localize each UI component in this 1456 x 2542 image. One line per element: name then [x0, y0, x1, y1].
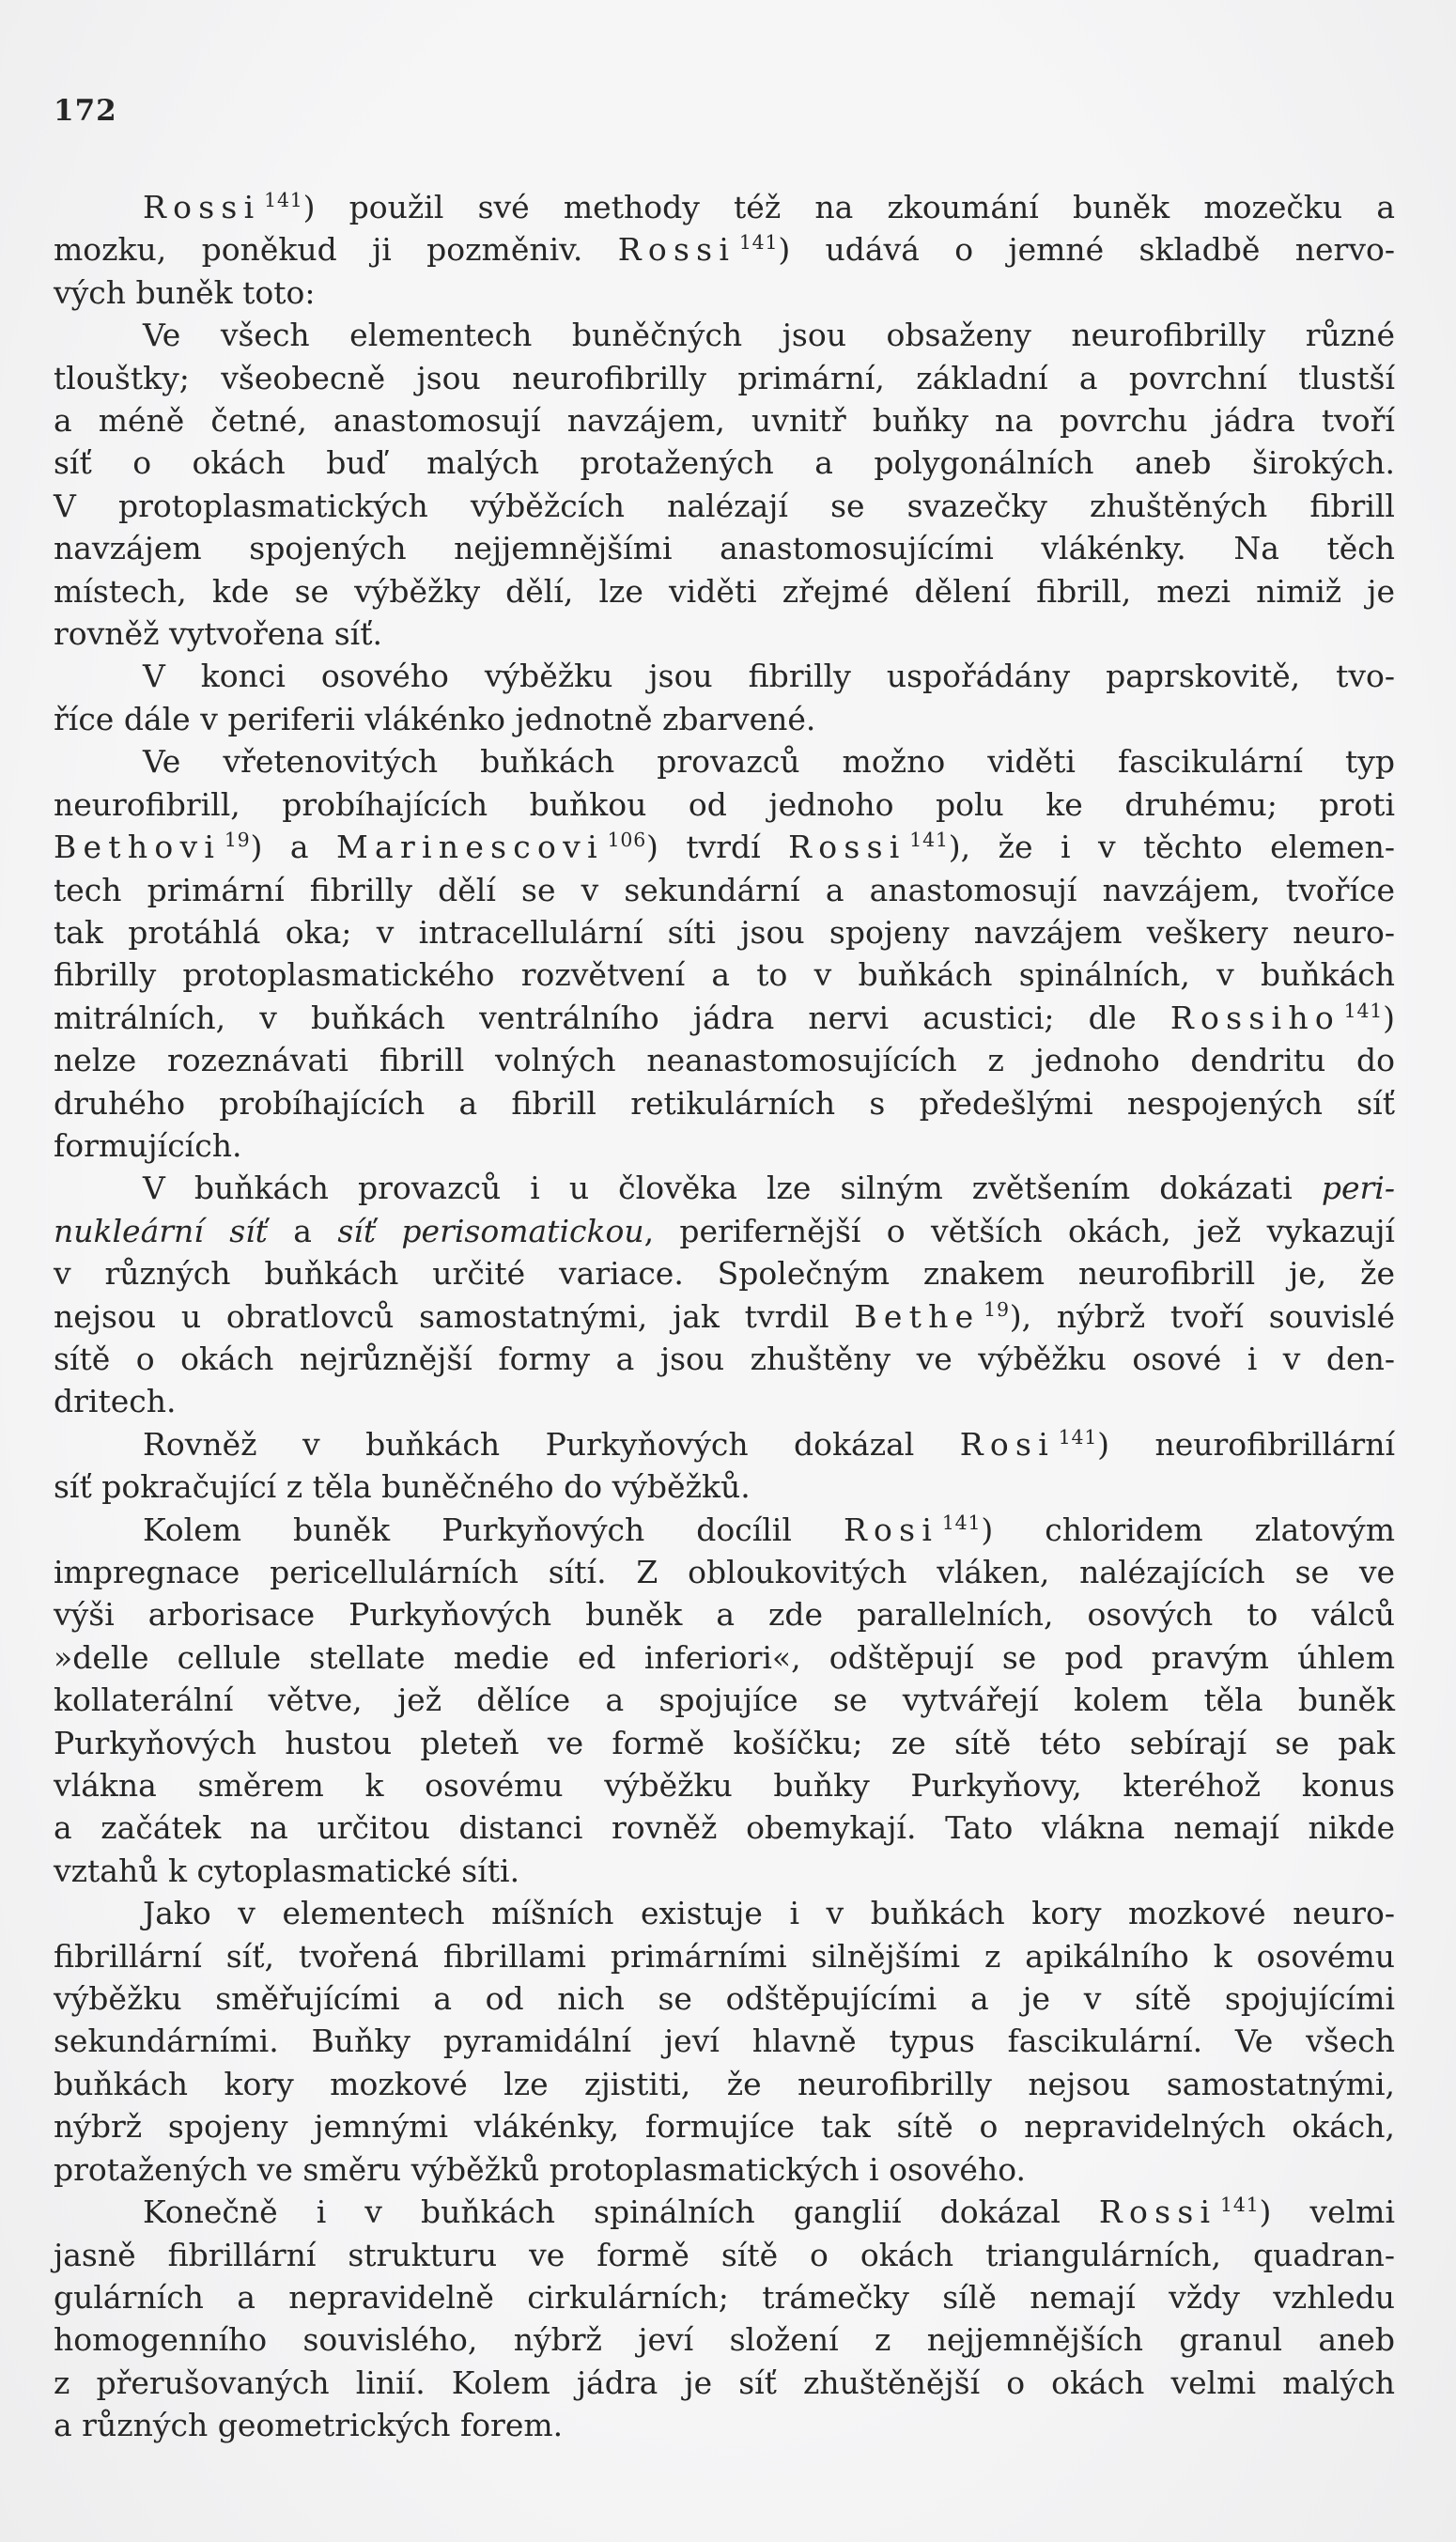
- text-run: Rosi: [843, 1511, 939, 1548]
- text-run: V protoplasmatických výběžcích nalézají se svazečky zhuštěných fibrill: [54, 487, 1395, 524]
- footnote-reference: 106: [607, 829, 647, 852]
- text-run: druhého probíhajících a fibrill retikulárních s předešlými nespojených síť: [54, 1084, 1395, 1122]
- text-run: sekundárními. Buňky pyramidální jeví hlavně typus fascikulární. Ve všech: [54, 2023, 1395, 2060]
- text-line: [54, 2063, 1395, 2105]
- text-line: [54, 1977, 1395, 2020]
- text-run: protažených ve směru výběžků protoplasmatických i osového.: [54, 2150, 1026, 2188]
- text-run: tlouštky; všeobecně jsou neurofibrilly primární, základní a povrchní tlustší: [54, 359, 1395, 396]
- text-line: [54, 2191, 1395, 2233]
- text-run: nelze rozeznávati fibrill volných neanastomosujících z jednoho dendritu do: [54, 1042, 1395, 1079]
- footnote-reference: 141: [1220, 2193, 1260, 2217]
- text-line: [54, 442, 1395, 484]
- text-run: homogenního souvislého, nýbrž jeví složení z nejjemnějších granul aneb: [54, 2321, 1395, 2359]
- text-line: [54, 869, 1395, 911]
- text-run: a: [267, 1212, 338, 1249]
- text-run: kollaterální větve, jež dělíce a spojujíce se vytvářejí kolem těla buněk: [54, 1682, 1395, 1719]
- text-run: fibrillární síť, tvořená fibrillami primárními silnějšími z apikálního k osovému: [54, 1937, 1395, 1975]
- text-line: [54, 527, 1395, 569]
- text-run: ) a: [250, 829, 336, 866]
- text-line: [54, 997, 1395, 1039]
- text-run: Rossi: [143, 189, 261, 225]
- text-line: [54, 357, 1395, 399]
- text-run: jasně fibrillární strukturu ve formě sítě o okách triangulárních, quadran-: [54, 2236, 1395, 2273]
- text-line: [54, 2318, 1395, 2361]
- text-run: a různých geometrických forem.: [54, 2407, 564, 2444]
- text-run: peri-: [1321, 1170, 1395, 1207]
- text-line: [54, 1935, 1395, 1977]
- text-run: síť pokračující z těla buněčného do výběžků.: [54, 1468, 751, 1506]
- text-run: místech, kde se výběžky dělí, lze viděti zřejmé dělení fibrill, mezi nimiž je: [54, 572, 1395, 610]
- text-run: a začátek na určitou distanci rovněž obemykají. Tato vlákna nemají nikde: [54, 1809, 1395, 1847]
- text-line: [54, 911, 1395, 953]
- footnote-reference: 141: [941, 1511, 982, 1534]
- text-run: impregnace pericellulárních sítí. Z obloukovitých vláken, nalézajících se ve: [54, 1554, 1395, 1590]
- text-line: [54, 1679, 1395, 1721]
- text-line: [54, 399, 1395, 442]
- text-run: síť o okách buď malých protažených a polygonálních aneb širokých.: [54, 444, 1395, 482]
- footnote-reference: 19: [984, 1297, 1010, 1321]
- text-run: vých buněk toto:: [54, 273, 316, 311]
- paragraph: [54, 1423, 1395, 1509]
- text-run: tech primární fibrilly dělí se v sekundární a anastomosují navzájem, tvoříce: [54, 871, 1395, 908]
- text-run: formujících.: [54, 1126, 242, 1164]
- body-text: [54, 186, 1395, 2447]
- text-run: rovněž vytvořena síť.: [54, 615, 382, 653]
- paragraph: [54, 1892, 1395, 2191]
- paragraph: [54, 314, 1395, 655]
- text-run: ): [1383, 999, 1395, 1036]
- text-line: [54, 1252, 1395, 1294]
- text-run: buňkách kory mozkové lze zjistiti, že neurofibrilly nejsou samostatnými,: [54, 2065, 1395, 2102]
- text-line: [54, 1850, 1395, 1892]
- text-run: V konci osového výběžku jsou fibrilly uspořádány paprskovitě, tvo-: [143, 658, 1395, 695]
- text-line: [54, 2105, 1395, 2147]
- text-line: [54, 186, 1395, 228]
- text-line: [54, 1380, 1395, 1422]
- text-run: nýbrž spojeny jemnými vlákénky, formujíce tak sítě o nepravidelných okách,: [54, 2108, 1395, 2146]
- text-line: [54, 2234, 1395, 2276]
- page-number: 172: [54, 94, 117, 128]
- text-line: [54, 2276, 1395, 2318]
- text-run: Ve všech elementech buněčných jsou obsaženy neurofibrilly různé: [143, 317, 1395, 354]
- text-run: tak protáhlá oka; v intracellulární síti jsou spojeny navzájem veškery neuro-: [54, 913, 1395, 951]
- text-line: [54, 485, 1395, 527]
- text-run: navzájem spojených nejjemnějšími anastomosujícími vlákénky. Na těch: [54, 530, 1395, 567]
- text-run: ) neurofibrillární: [1097, 1425, 1396, 1463]
- footnote-reference: 141: [1058, 1425, 1098, 1449]
- text-run: z přerušovaných linií. Kolem jádra je síť zhuštěnější o okách velmi malých: [54, 2364, 1395, 2401]
- text-run: mitrálních, v buňkách ventrálního jádra nervi acustici; dle: [54, 999, 1170, 1036]
- text-run: Rosi: [959, 1425, 1056, 1463]
- text-run: Rossi: [788, 829, 906, 866]
- text-line: [54, 2404, 1395, 2446]
- text-run: »delle cellule stellate medie ed inferiori«, odštěpují se pod pravým úhlem: [54, 1638, 1395, 1676]
- text-run: Bethovi: [54, 829, 222, 866]
- text-line: [54, 2020, 1395, 2062]
- text-line: [54, 953, 1395, 996]
- text-line: [54, 1509, 1395, 1551]
- text-line: [54, 826, 1395, 868]
- text-line: [54, 2148, 1395, 2191]
- text-run: říce dále v periferii vlákénko jednotně zbarvené.: [54, 700, 816, 737]
- text-run: V buňkách provazců i u člověka lze silným zvětšením dokázati: [143, 1170, 1322, 1207]
- text-run: , perifernější o větších okách, jež vykazují: [643, 1212, 1395, 1249]
- text-run: výši arborisace Purkyňových buněk a zde parallelních, osových to válců: [54, 1596, 1395, 1634]
- text-run: Ve vřetenovitých buňkách provazců možno viděti fascikulární typ: [143, 743, 1395, 781]
- paragraph: [54, 1509, 1395, 1893]
- text-run: ), že i v těchto elemen-: [948, 829, 1395, 866]
- text-line: [54, 1764, 1395, 1806]
- text-line: [54, 228, 1395, 271]
- text-run: ) chloridem zlatovým: [981, 1511, 1395, 1548]
- footnote-reference: 141: [909, 829, 949, 852]
- text-run: Rossi: [1098, 2193, 1217, 2231]
- text-run: ) udává o jemné skladbě nervo-: [778, 231, 1395, 269]
- text-line: [54, 570, 1395, 612]
- text-line: [54, 1124, 1395, 1167]
- text-line: [54, 1892, 1395, 1934]
- text-run: ), nýbrž tvoří souvislé: [1009, 1297, 1395, 1335]
- text-line: [54, 1806, 1395, 1849]
- text-line: [54, 783, 1395, 826]
- text-line: [54, 740, 1395, 783]
- text-line: [54, 1082, 1395, 1124]
- text-line: [54, 655, 1395, 697]
- text-line: [54, 698, 1395, 740]
- text-line: [54, 271, 1395, 314]
- paragraph: [54, 2191, 1395, 2446]
- text-line: [54, 1295, 1395, 1338]
- paragraph: [54, 740, 1395, 1167]
- paragraph: [54, 655, 1395, 740]
- text-run: a méně četné, anastomosují navzájem, uvnitř buňky na povrchu jádra tvoří: [54, 402, 1395, 440]
- text-run: nukleární síť: [54, 1212, 268, 1249]
- text-run: nejsou u obratlovců samostatnými, jak tvrdil: [54, 1297, 855, 1335]
- text-line: [54, 1210, 1395, 1252]
- footnote-reference: 141: [264, 189, 303, 211]
- text-line: [54, 1636, 1395, 1679]
- text-line: [54, 1423, 1395, 1465]
- paragraph: [54, 1167, 1395, 1422]
- text-run: fibrilly protoplasmatického rozvětvení a to v buňkách spinálních, v buňkách: [54, 956, 1395, 994]
- text-line: [54, 1593, 1395, 1635]
- text-run: Kolem buněk Purkyňových docílil: [143, 1511, 844, 1548]
- text-run: ) tvrdí: [646, 829, 789, 866]
- paragraph: [54, 186, 1395, 314]
- text-line: [54, 1167, 1395, 1209]
- text-run: dritech.: [54, 1383, 177, 1420]
- text-run: Rossiho: [1169, 999, 1340, 1036]
- text-run: Konečně i v buňkách spinálních ganglií dokázal: [143, 2193, 1099, 2231]
- text-run: Jako v elementech míšních existuje i v buňkách kory mozkové neuro-: [143, 1895, 1395, 1932]
- text-line: [54, 1551, 1395, 1593]
- text-line: [54, 1722, 1395, 1764]
- text-line: [54, 1465, 1395, 1508]
- text-run: mozku, poněkud ji pozměniv.: [54, 231, 618, 269]
- text-run: výběžku směřujícími a od nich se odštěpujícími a je v sítě spojujícími: [54, 1980, 1395, 2018]
- text-line: [54, 1039, 1395, 1081]
- text-line: [54, 1338, 1395, 1380]
- footnote-reference: 19: [224, 829, 251, 852]
- text-run: Rossi: [617, 231, 736, 269]
- text-run: ) použil své methody též na zkoumání buněk mozečku a: [302, 189, 1395, 225]
- text-line: [54, 612, 1395, 655]
- text-run: ) velmi: [1259, 2193, 1395, 2231]
- footnote-reference: 141: [1343, 999, 1384, 1022]
- text-line: [54, 2362, 1395, 2404]
- text-run: Marinescovi: [335, 829, 604, 866]
- text-run: síť perisomatickou: [337, 1212, 644, 1249]
- footnote-reference: 141: [738, 231, 779, 255]
- text-run: Purkyňových hustou pleteň ve formě košíčku; ze sítě této sebírají se pak: [54, 1724, 1395, 1761]
- text-run: gulárních a nepravidelně cirkulárních; trámečky sílě nemají vždy vzhledu: [54, 2278, 1395, 2316]
- text-line: [54, 314, 1395, 356]
- text-run: Bethe: [854, 1297, 981, 1335]
- text-run: neurofibrill, probíhajících buňkou od jednoho polu ke druhému; proti: [54, 785, 1395, 823]
- text-run: Rovněž v buňkách Purkyňových dokázal: [143, 1425, 960, 1463]
- text-run: vztahů k cytoplasmatické síti.: [54, 1852, 520, 1889]
- text-run: sítě o okách nejrůznější formy a jsou zhuštěny ve výběžku osové i v den-: [54, 1340, 1395, 1377]
- text-run: v různých buňkách určité variace. Společným znakem neurofibrill je, že: [54, 1255, 1395, 1293]
- text-run: vlákna směrem k osovému výběžku buňky Purkyňovy, kteréhož konus: [54, 1767, 1395, 1805]
